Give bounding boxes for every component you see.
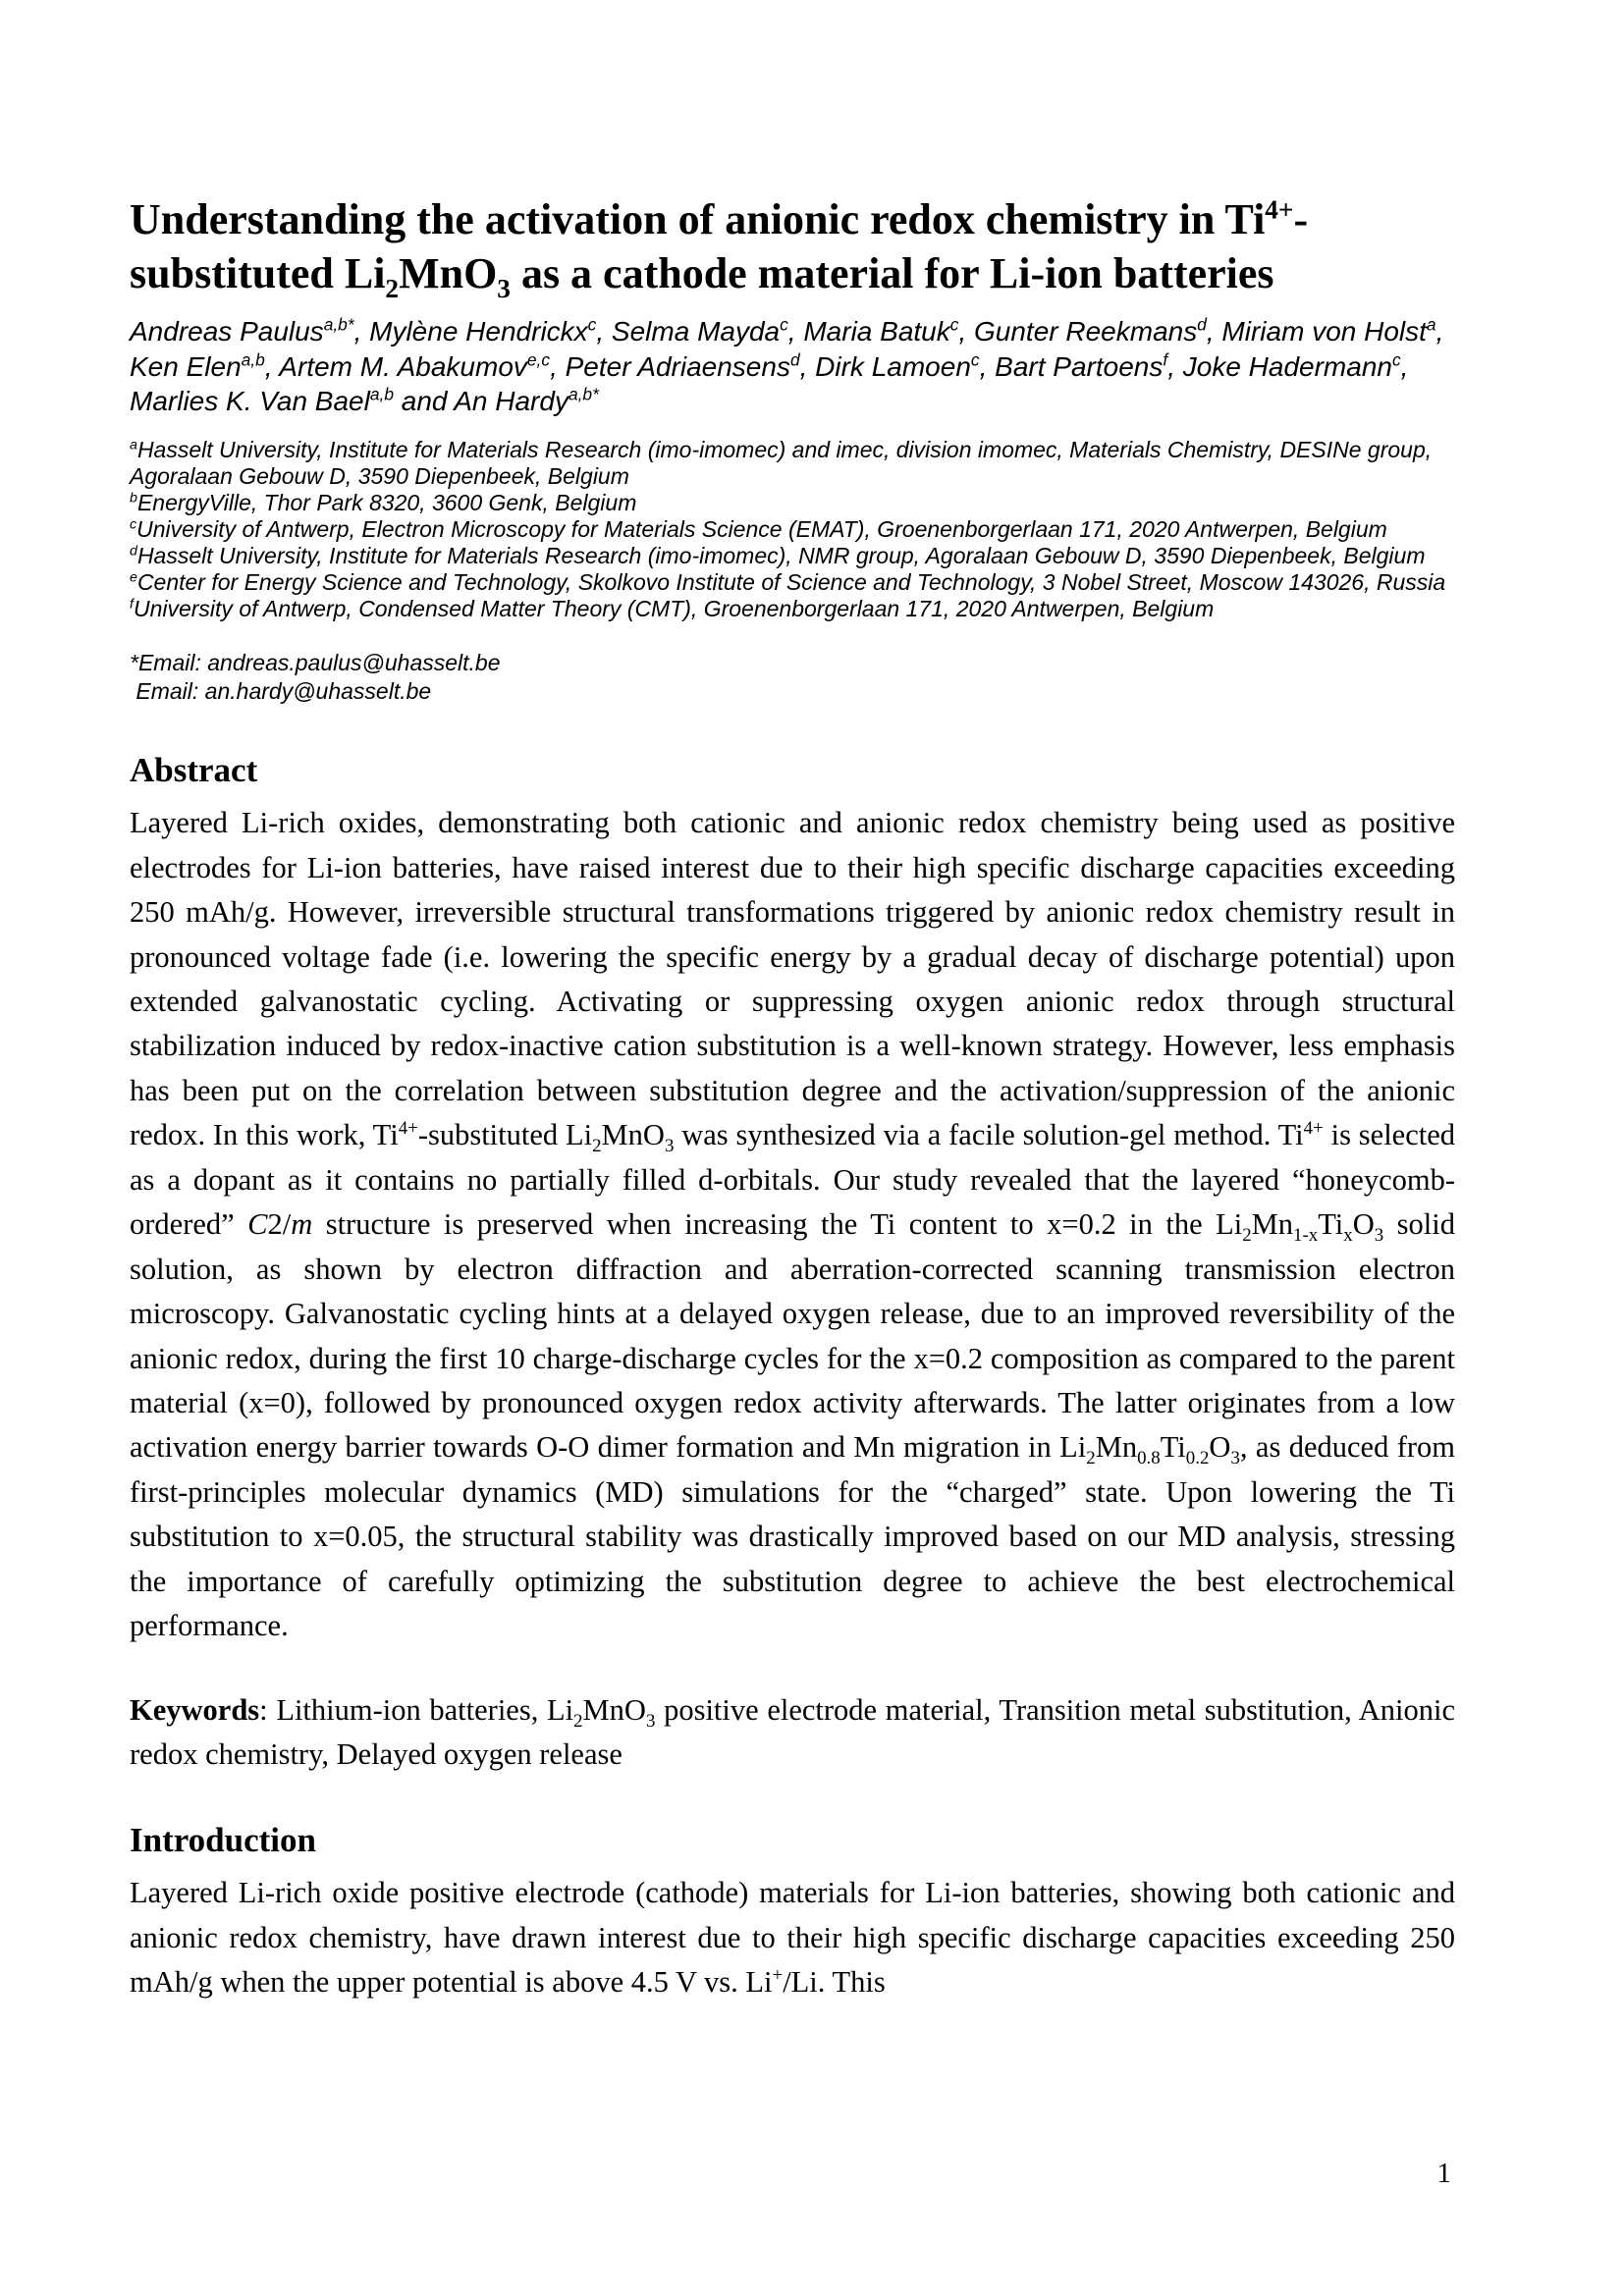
affiliations-block (130, 437, 1455, 623)
affiliation-a: $^a$Hasselt University, Institute for Materials Research (imo-imomec) and imec, division imomec, Materials Chemistry, DESINe group, Agoralaan Gebouw D, 3590 Diepenbeek, Belgium (130, 436, 1433, 489)
affiliation-e: $^e$Center for Energy Science and Technology, Skolkovo Institute of Science and Technology, 3 Nobel Street, Moscow 143026, Russia (130, 569, 1446, 596)
email-block (130, 649, 1455, 708)
affiliation-d: $^d$Hasselt University, Institute for Materials Research (imo-imomec), NMR group, Agoralaan Gebouw D, 3590 Diepenbeek, Belgium (130, 543, 1426, 569)
email-line-secondary: Email: an.hardy@uhasselt.be (130, 678, 432, 705)
email-line-corresponding: *Email: andreas.paulus@uhasselt.be (130, 649, 501, 675)
affiliation-c: $^c$University of Antwerp, Electron Microscopy for Materials Science (EMAT), Groenenborgerlaan 171, 2020 Antwerpen, Belgium (130, 516, 1387, 543)
affiliation-f: $^f$University of Antwerp, Condensed Matter Theory (CMT), Groenenborgerlaan 171, 2020 Antwerpen, Belgium (130, 596, 1215, 622)
abstract-heading: Abstract (130, 751, 258, 790)
introduction-body: Layered Li-rich oxide positive electrode (cathode) materials for Li-ion batteries, showing both cationic and anionic redox chemistry, have drawn interest due to their high specific discharge capacities exceeding 250 mAh/g when the upper potential is above 4.5 V vs. Li+/Li. This (130, 1876, 1455, 2000)
affiliation-b: $^b$EnergyVille, Thor Park 8320, 3600 Genk, Belgium (130, 489, 637, 515)
keywords-line (130, 1688, 1455, 1778)
author-list: Andreas Paulus$^{a,b*}$, Mylène Hendrickx$^c$, Selma Mayda$^c$, Maria Batuk$^c$, Gunter Reekmans$^d$, Miriam von Holst$^a$, Ken Elen$^{a,b}$, Artem M. Abakumov$^{e,c}$, Peter Adriaensens$^d$, Dirk Lamoen$^c$, Bart Partoens$^f$, Joke Hadermann$^c$, Marlies K. Van Bael$^{a,b}$ and An Hardy$^{a,b*}$ (130, 314, 1444, 417)
keywords-label: Keywords (130, 1692, 260, 1727)
abstract-body: Layered Li-rich oxides, demonstrating both cationic and anionic redox chemistry being used as positive electrodes for Li-ion batteries, have raised interest due to their high specific discharge capacities exceeding 250 mAh/g. However, irreversible structural transformations triggered by anionic redox chemistry result in pronounced voltage fade (i.e. lowering the specific energy by a gradual decay of discharge potential) upon extended galvanostatic cycling. Activating or suppressing oxygen anionic redox through structural stabilization induced by redox-inactive cation substitution is a well-known strategy. However, less emphasis has been put on the correlation between substitution degree and the activation/suppression of the anionic redox. In this work, $Ti^{4+}$-substituted $Li_2MnO_3$ was synthesized via a facile solution-gel method. $Ti^{4+}$ is selected as a dopant as it contains no partially filled d-orbitals. Our study revealed that the layered “honeycomb-ordered” C2/m structure is preserved when increasing the Ti content to x=0.2 in the $Li_2Mn_{1-x}Ti_xO_3$ solid solution, as shown by electron diffraction and aberration-corrected scanning transmission electron microscopy. Galvanostatic cycling hints at a delayed oxygen release, due to an improved reversibility of the anionic redox, during the first 10 charge-discharge cycles for the x=0.2 composition as compared to the parent material (x=0), followed by pronounced oxygen redox activity afterwards. The latter originates from a low activation energy barrier towards O-O dimer formation and Mn migration in $Li_2Mn_{0.8}Ti_{0.2}O_3$, as deduced from first-principles molecular dynamics (MD) simulations for the “charged” state. Upon lowering the Ti substitution to x=0.05, the structural stability was drastically improved based on our MD analysis, stressing the importance of carefully optimizing the substitution degree to achieve the best electrochemical performance. (130, 806, 1456, 1643)
keywords-text: : Lithium-ion batteries, $Li_2MnO_3$ positive electrode material, Transition metal substitution, Anionic redox chemistry, Delayed oxygen release (130, 1692, 1455, 1772)
page-number: 1 (1436, 2158, 1451, 2189)
introduction-heading: Introduction (130, 1821, 316, 1860)
paper-title: Understanding the activation of anionic redox chemistry in $Ti^{4+}$-substituted $Li_2MnO_3$ as a cathode material for Li-ion batteries (130, 194, 1309, 303)
